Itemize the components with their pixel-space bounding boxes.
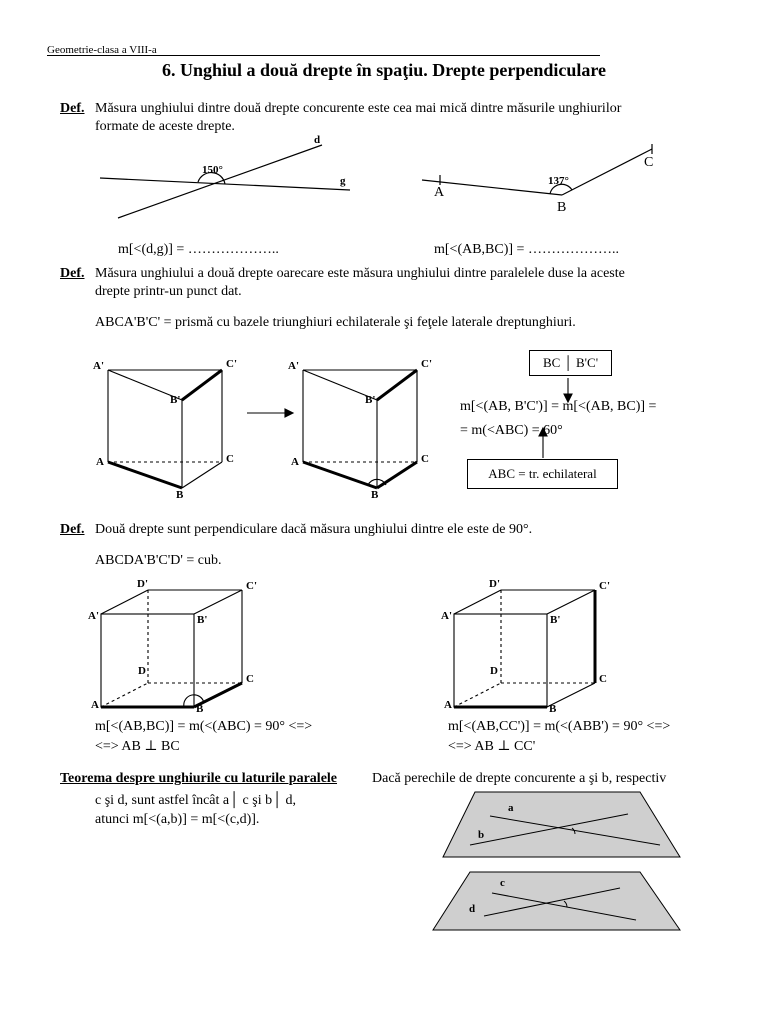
c1-label-b: B [196, 703, 204, 715]
cube-description: ABCDA'B'C'D' = cub. [95, 553, 222, 568]
cube-left [101, 590, 242, 707]
plane-cd [433, 872, 680, 930]
label-angle-150: 150° [202, 164, 223, 176]
equation-line2: = m(<ABC) = 60° [460, 423, 563, 438]
fig-broken-abc [422, 144, 652, 195]
label-g: g [340, 175, 346, 187]
answer-dg: m[<(d,g)] = ……………….. [118, 242, 279, 257]
c2-label-d: D [490, 665, 498, 677]
theorem-text3: atunci m[<(a,b)] = m[<(c,d)]. [95, 812, 260, 827]
def2-line2: drepte printr-un punct dat. [95, 284, 242, 299]
def2-tag: Def. [60, 266, 85, 281]
def1-line2: formate de aceste drepte. [95, 119, 235, 134]
plane2-label-c: c [500, 877, 505, 889]
p1-label-c: C [226, 453, 234, 465]
segment-bc [562, 149, 652, 195]
equation-line1: m[<(AB, B'C')] = m[<(AB, BC)] = [460, 399, 657, 414]
p2-label-b: B [371, 489, 379, 501]
label-angle-137: 137° [548, 175, 569, 187]
box-arrows [539, 378, 572, 458]
def3-tag: Def. [60, 522, 85, 537]
box-echilateral: ABC = tr. echilateral [467, 459, 618, 489]
label-point-b: B [557, 200, 567, 215]
p1-label-a1: A' [93, 360, 104, 372]
c1-label-c1: C' [246, 580, 257, 592]
p1-label-c1: C' [226, 358, 237, 370]
c1-label-d: D [138, 665, 146, 677]
c2-label-b: B [549, 703, 557, 715]
label-point-c: C [644, 155, 654, 170]
cube-right-eq2: <=> AB ⊥ CC' [448, 739, 536, 754]
p1-label-b1: B' [170, 394, 181, 406]
c1-label-c: C [246, 673, 254, 685]
c2-label-a1: A' [441, 610, 452, 622]
page-title: 6. Unghiul a două drepte în spaţiu. Drepte perpendiculare [161, 60, 607, 80]
label-point-a: A [434, 185, 445, 200]
p2-label-a1: A' [288, 360, 299, 372]
label-d: d [314, 134, 321, 146]
def2-line1: Măsura unghiului a două drepte oarecare este măsura unghiului dintre paralelele duse la aceste [95, 266, 625, 281]
def3-text: Două drepte sunt perpendiculare dacă măsura unghiului dintre ele este de 90°. [95, 522, 533, 537]
theorem-title: Teorema despre unghiurile cu laturile paralele [60, 771, 338, 786]
p1-label-b: B [176, 489, 184, 501]
c2-label-c: C [599, 673, 607, 685]
p2-label-c1: C' [421, 358, 432, 370]
plane2-label-d: d [469, 903, 476, 915]
c1-label-a: A [91, 699, 99, 711]
def1-line1: Măsura unghiului dintre două drepte concurente este cea mai mică dintre măsurile unghiurilor [95, 101, 622, 116]
plane-ab [443, 792, 680, 857]
p1-label-a: A [96, 456, 104, 468]
plane1-label-a: a [508, 802, 514, 814]
cube-left-eq1: m[<(AB,BC)] = m(<(ABC) = 90° <=> [95, 719, 313, 734]
box-parallel: BC │ B'C' [529, 350, 612, 376]
answer-abbc: m[<(AB,BC)] = ……………….. [434, 242, 619, 257]
c1-label-b1: B' [197, 614, 208, 626]
c1-label-a1: A' [88, 610, 99, 622]
theorem-text2: c şi d, sunt astfel încât a│ c şi b│ d, [95, 793, 297, 808]
fig-lines-dg [100, 145, 350, 218]
p2-label-a: A [291, 456, 299, 468]
p2-label-b1: B' [365, 394, 376, 406]
cube-left-eq2: <=> AB ⊥ BC [95, 739, 180, 754]
theorem-text1: Dacă perechile de drepte concurente a şi b, respectiv [372, 771, 667, 786]
prism-right [303, 370, 417, 488]
plane1-label-b: b [478, 829, 485, 841]
c2-label-d1: D' [489, 578, 500, 590]
line-d [118, 145, 322, 218]
c2-label-c1: C' [599, 580, 610, 592]
cube-right-eq1: m[<(AB,CC')] = m(<(ABB') = 90° <=> [448, 719, 671, 734]
header-text: Geometrie-clasa a VIII-a [47, 44, 157, 56]
arrow-right [247, 409, 293, 417]
c2-label-a: A [444, 699, 452, 711]
cube-right [454, 590, 595, 707]
c1-label-d1: D' [137, 578, 148, 590]
prism-left [108, 370, 222, 488]
def1-tag: Def. [60, 101, 85, 116]
prism-description: ABCA'B'C' = prismă cu bazele triunghiuri echilaterale şi feţele laterale dreptunghiuri. [95, 315, 576, 330]
c2-label-b1: B' [550, 614, 561, 626]
p2-label-c: C [421, 453, 429, 465]
